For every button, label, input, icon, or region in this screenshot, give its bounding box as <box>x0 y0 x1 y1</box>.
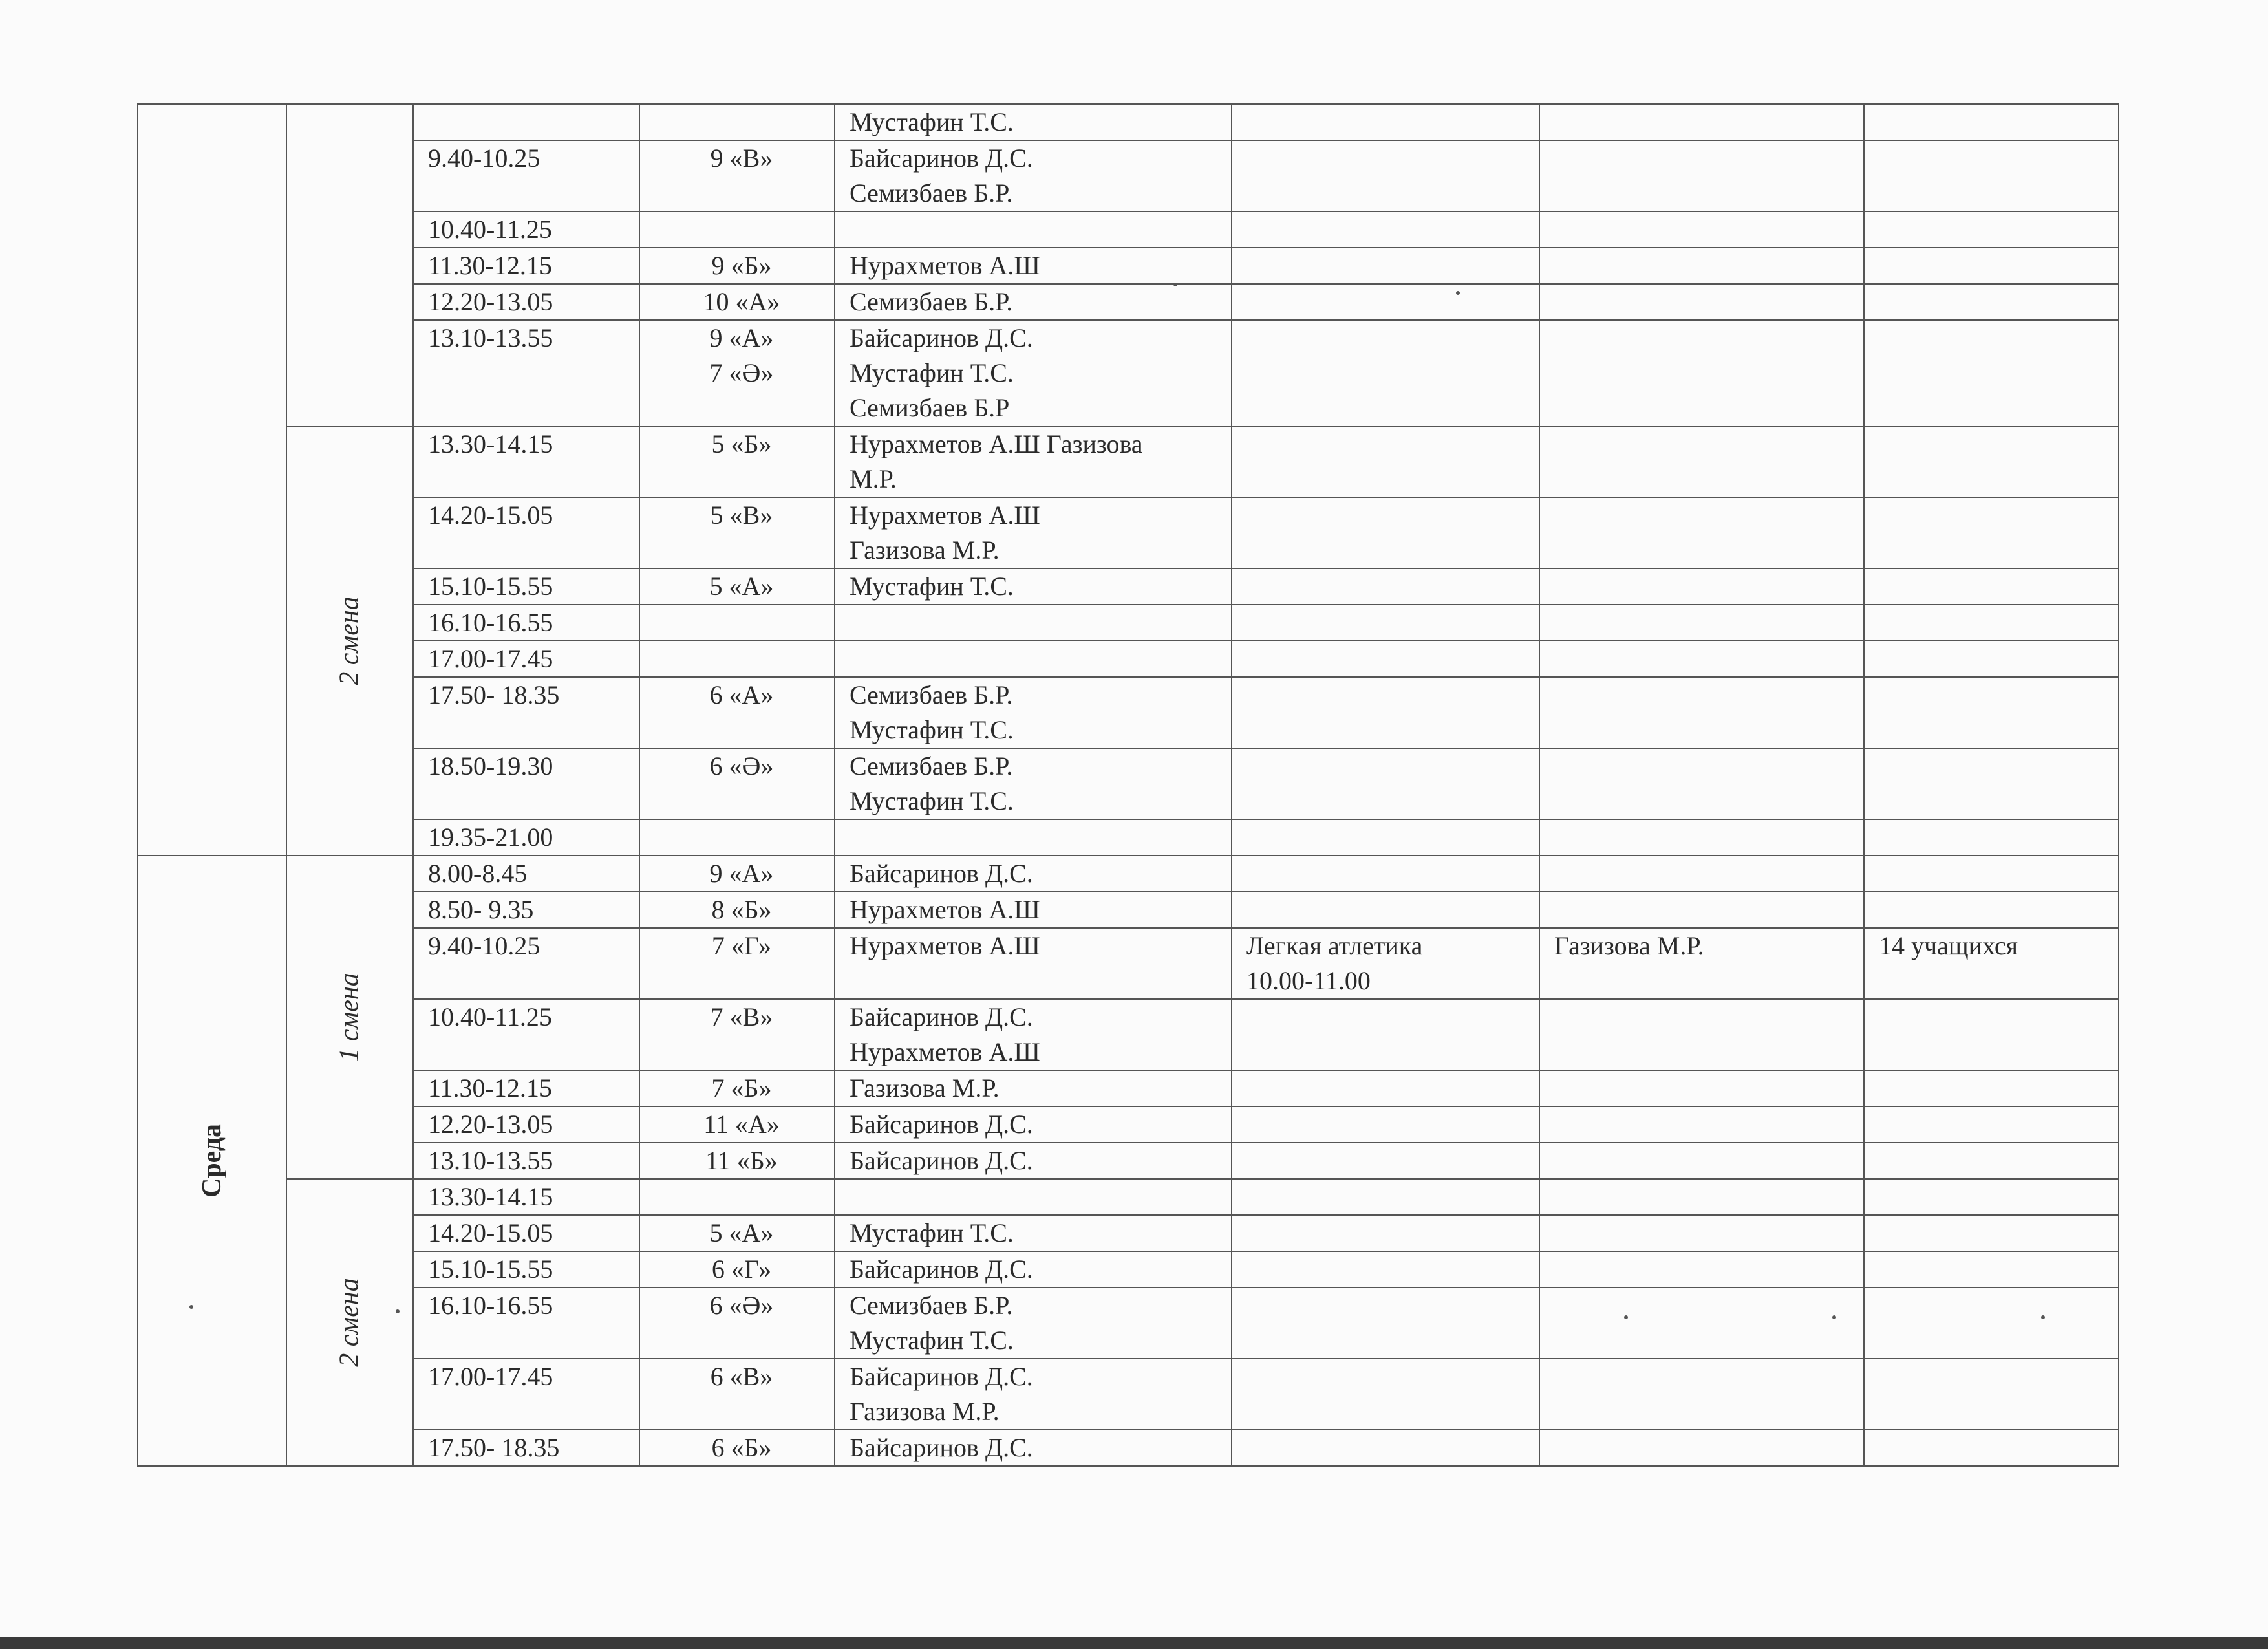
class-cell: 10 «А» <box>639 284 835 320</box>
activity-cell <box>1232 284 1539 320</box>
time-cell: 16.10-16.55 <box>413 605 639 641</box>
teacher-name: Нурахметов А.Ш <box>850 1037 1040 1066</box>
activity-cell <box>1232 248 1539 284</box>
teacher-cell <box>835 426 1232 497</box>
class-cell <box>639 641 835 677</box>
supervisor-cell <box>1539 1143 1864 1179</box>
class-cell <box>639 1179 835 1215</box>
table-row <box>138 819 2119 856</box>
supervisor-cell <box>1539 641 1864 677</box>
day-cell <box>138 104 286 856</box>
teacher-cell <box>835 641 1232 677</box>
teacher-cell <box>835 748 1232 819</box>
activity-cell <box>1232 999 1539 1070</box>
supervisor-cell <box>1539 677 1864 748</box>
shift-cell <box>286 104 413 426</box>
teacher-name: Байсаринов Д.С. <box>850 1433 1033 1462</box>
table-row <box>138 140 2119 211</box>
teacher-cell <box>835 1070 1232 1106</box>
class-cell: 9 «В» <box>639 140 835 211</box>
supervisor-cell <box>1539 1070 1864 1106</box>
teacher-cell <box>835 1288 1232 1359</box>
time-cell: 10.40-11.25 <box>413 999 639 1070</box>
supervisor-cell <box>1539 1430 1864 1466</box>
supervisor-cell <box>1539 284 1864 320</box>
activity-cell <box>1232 211 1539 248</box>
time-cell: 9.40-10.25 <box>413 928 639 999</box>
supervisor-cell <box>1539 1251 1864 1288</box>
supervisor-cell <box>1539 819 1864 856</box>
teacher-name: Байсаринов Д.С. <box>850 1002 1033 1031</box>
teacher-name: Байсаринов Д.С. <box>850 1255 1033 1284</box>
class-cell: 6 «Ә» <box>639 1288 835 1359</box>
teacher-cell <box>835 1215 1232 1251</box>
table-row <box>138 248 2119 284</box>
students-cell <box>1864 1359 2119 1430</box>
class-cell: 6 «Г» <box>639 1251 835 1288</box>
supervisor-cell <box>1539 104 1864 140</box>
activity-cell <box>1232 497 1539 568</box>
students-cell <box>1864 568 2119 605</box>
teacher-cell <box>835 211 1232 248</box>
activity-cell <box>1232 320 1539 426</box>
time-cell: 18.50-19.30 <box>413 748 639 819</box>
teacher-cell <box>835 104 1232 140</box>
time-cell: 8.00-8.45 <box>413 856 639 892</box>
teacher-name: Газизова М.Р. <box>850 1073 1000 1103</box>
shift-cell <box>286 1179 413 1466</box>
table-row <box>138 211 2119 248</box>
scan-speck <box>396 1310 400 1313</box>
activity-cell <box>1232 104 1539 140</box>
time-cell: 17.00-17.45 <box>413 641 639 677</box>
teacher-cell <box>835 819 1232 856</box>
activity-cell <box>1232 819 1539 856</box>
table-row <box>138 999 2119 1070</box>
time-cell: 12.20-13.05 <box>413 284 639 320</box>
teacher-name: Нурахметов А.Ш <box>850 931 1040 960</box>
teacher-cell <box>835 856 1232 892</box>
day-label: Среда <box>197 1123 227 1198</box>
supervisor-cell <box>1539 1215 1864 1251</box>
teacher-name: Байсаринов Д.С. <box>850 1362 1033 1391</box>
class-cell: 7 «В» <box>639 999 835 1070</box>
students-cell <box>1864 748 2119 819</box>
teacher-name: Семизбаев Б.Р. <box>850 287 1013 316</box>
class-cell: 6 «Б» <box>639 1430 835 1466</box>
time-cell: 13.30-14.15 <box>413 426 639 497</box>
table-row <box>138 641 2119 677</box>
teacher-name: Семизбаев Б.Р. <box>850 1291 1013 1320</box>
students-cell <box>1864 1430 2119 1466</box>
class-cell: 9 «А» <box>639 856 835 892</box>
scan-speck <box>1832 1315 1836 1319</box>
supervisor-cell <box>1539 999 1864 1070</box>
class-cell: 8 «Б» <box>639 892 835 928</box>
time-cell: 11.30-12.15 <box>413 248 639 284</box>
students-cell <box>1864 1143 2119 1179</box>
teacher-name: Нурахметов А.Ш Газизова <box>850 429 1143 458</box>
students-cell <box>1864 892 2119 928</box>
teacher-name: Нурахметов А.Ш <box>850 251 1040 280</box>
class-cell <box>639 104 835 140</box>
shift-label: 2 смена <box>335 596 365 685</box>
supervisor-cell <box>1539 1106 1864 1143</box>
students-cell <box>1864 641 2119 677</box>
teacher-name: Семизбаев Б.Р. <box>850 680 1013 709</box>
teacher-name: Байсаринов Д.С. <box>850 144 1033 173</box>
table-row <box>138 748 2119 819</box>
students-cell <box>1864 605 2119 641</box>
activity-cell <box>1232 1106 1539 1143</box>
teacher-cell <box>835 284 1232 320</box>
time-cell: 13.10-13.55 <box>413 320 639 426</box>
table-row <box>138 1143 2119 1179</box>
supervisor-cell <box>1539 1359 1864 1430</box>
class-cell: 6 «А» <box>639 677 835 748</box>
activity-cell <box>1232 568 1539 605</box>
table-row <box>138 1430 2119 1466</box>
class-cell: 9 «Б» <box>639 248 835 284</box>
table-row <box>138 568 2119 605</box>
class-cell: 7 «Г» <box>639 928 835 999</box>
table-row <box>138 426 2119 497</box>
teacher-cell <box>835 1359 1232 1430</box>
scan-speck <box>1456 291 1460 295</box>
activity-cell <box>1232 928 1539 999</box>
time-cell: 14.20-15.05 <box>413 497 639 568</box>
table-row <box>138 1179 2119 1215</box>
teacher-cell <box>835 140 1232 211</box>
time-cell: 15.10-15.55 <box>413 568 639 605</box>
teacher-cell <box>835 999 1232 1070</box>
time-cell: 15.10-15.55 <box>413 1251 639 1288</box>
supervisor-cell <box>1539 748 1864 819</box>
time-cell: 13.10-13.55 <box>413 1143 639 1179</box>
supervisor-cell <box>1539 1288 1864 1359</box>
class-cell: 7 «Б» <box>639 1070 835 1106</box>
activity-cell <box>1232 1251 1539 1288</box>
class-cell: 9 «А» 7 «Ә» <box>639 320 835 426</box>
supervisor-cell <box>1539 497 1864 568</box>
table-row <box>138 605 2119 641</box>
activity-cell <box>1232 677 1539 748</box>
activity-cell <box>1232 426 1539 497</box>
class-cell: 5 «В» <box>639 497 835 568</box>
teacher-name: Газизова М.Р. <box>850 535 1000 565</box>
shift-cell <box>286 856 413 1179</box>
time-cell: 9.40-10.25 <box>413 140 639 211</box>
time-cell: 19.35-21.00 <box>413 819 639 856</box>
time-cell: 10.40-11.25 <box>413 211 639 248</box>
class-cell: 6 «Ә» <box>639 748 835 819</box>
supervisor-cell <box>1539 568 1864 605</box>
teacher-cell <box>835 497 1232 568</box>
time-cell: 11.30-12.15 <box>413 1070 639 1106</box>
class-cell: 6 «В» <box>639 1359 835 1430</box>
table-row <box>138 1288 2119 1359</box>
activity-cell <box>1232 1070 1539 1106</box>
teacher-name: Байсаринов Д.С. <box>850 1110 1033 1139</box>
table-row <box>138 1359 2119 1430</box>
activity-cell <box>1232 1359 1539 1430</box>
time-cell: 17.00-17.45 <box>413 1359 639 1430</box>
time-cell: 14.20-15.05 <box>413 1215 639 1251</box>
class-cell <box>639 819 835 856</box>
supervisor-cell <box>1539 892 1864 928</box>
students-cell <box>1864 856 2119 892</box>
table-row <box>138 677 2119 748</box>
supervisor-cell <box>1539 248 1864 284</box>
teacher-name: Мустафин Т.С. <box>850 572 1014 601</box>
activity-cell <box>1232 748 1539 819</box>
table-row <box>138 284 2119 320</box>
activity-cell <box>1232 605 1539 641</box>
class-cell: 5 «Б» <box>639 426 835 497</box>
class-cell <box>639 605 835 641</box>
students-cell <box>1864 1288 2119 1359</box>
supervisor-cell: Газизова М.Р. <box>1539 928 1864 999</box>
students-cell <box>1864 104 2119 140</box>
teacher-cell <box>835 892 1232 928</box>
teacher-cell <box>835 1179 1232 1215</box>
activity-cell <box>1232 1179 1539 1215</box>
teacher-name: Мустафин Т.С. <box>850 715 1014 744</box>
table-row <box>138 1215 2119 1251</box>
table-row <box>138 320 2119 426</box>
supervisor-cell <box>1539 320 1864 426</box>
teacher-cell <box>835 605 1232 641</box>
students-cell <box>1864 677 2119 748</box>
teacher-name: Байсаринов Д.С. <box>850 859 1033 888</box>
time-cell: 13.30-14.15 <box>413 1179 639 1215</box>
activity-cell <box>1232 856 1539 892</box>
schedule-table <box>137 103 2119 1467</box>
students-cell <box>1864 1179 2119 1215</box>
class-cell: 5 «А» <box>639 1215 835 1251</box>
students-cell <box>1864 999 2119 1070</box>
table-row <box>138 856 2119 892</box>
teacher-cell <box>835 1106 1232 1143</box>
class-cell: 5 «А» <box>639 568 835 605</box>
scan-speck <box>1624 1315 1628 1319</box>
time-cell: 12.20-13.05 <box>413 1106 639 1143</box>
teacher-name: Семизбаев Б.Р. <box>850 751 1013 781</box>
supervisor-cell <box>1539 426 1864 497</box>
table-row <box>138 104 2119 140</box>
students-cell <box>1864 1070 2119 1106</box>
class-cell: 11 «Б» <box>639 1143 835 1179</box>
teacher-name: Байсаринов Д.С. <box>850 323 1033 352</box>
students-cell <box>1864 140 2119 211</box>
teacher-name: Мустафин Т.С. <box>850 1218 1014 1247</box>
teacher-name: Мустафин Т.С. <box>850 1326 1014 1355</box>
supervisor-cell <box>1539 211 1864 248</box>
students-cell <box>1864 284 2119 320</box>
time-cell: 17.50- 18.35 <box>413 677 639 748</box>
teacher-name: Нурахметов А.Ш <box>850 895 1040 924</box>
table-row <box>138 497 2119 568</box>
students-cell <box>1864 1251 2119 1288</box>
teacher-name: Семизбаев Б.Р <box>850 393 1010 422</box>
supervisor-cell <box>1539 140 1864 211</box>
activity-cell <box>1232 641 1539 677</box>
teacher-name: Газизова М.Р. <box>850 1397 1000 1426</box>
teacher-cell <box>835 1251 1232 1288</box>
scan-speck <box>1173 283 1177 286</box>
activity-cell <box>1232 1215 1539 1251</box>
scan-speck <box>189 1305 193 1309</box>
day-cell <box>138 856 286 1466</box>
activity-cell <box>1232 892 1539 928</box>
students-cell: 14 учащихся <box>1864 928 2119 999</box>
supervisor-cell <box>1539 856 1864 892</box>
class-cell <box>639 211 835 248</box>
activity-cell <box>1232 1288 1539 1359</box>
students-cell <box>1864 426 2119 497</box>
scan-edge <box>0 1637 2268 1649</box>
class-cell: 11 «А» <box>639 1106 835 1143</box>
activity-line: 10.00-11.00 <box>1246 966 1371 995</box>
teacher-name: Байсаринов Д.С. <box>850 1146 1033 1175</box>
time-cell: 16.10-16.55 <box>413 1288 639 1359</box>
activity-cell <box>1232 1430 1539 1466</box>
time-cell <box>413 104 639 140</box>
teacher-name: М.Р. <box>850 464 897 493</box>
teacher-cell <box>835 568 1232 605</box>
teacher-cell <box>835 1143 1232 1179</box>
teacher-name: Семизбаев Б.Р. <box>850 178 1013 208</box>
students-cell <box>1864 819 2119 856</box>
teacher-name: Мустафин Т.С. <box>850 358 1014 387</box>
teacher-name: Мустафин Т.С. <box>850 786 1014 815</box>
students-cell <box>1864 248 2119 284</box>
table-row <box>138 1251 2119 1288</box>
shift-cell <box>286 426 413 856</box>
scan-speck <box>2041 1315 2045 1319</box>
teacher-cell <box>835 320 1232 426</box>
activity-cell <box>1232 1143 1539 1179</box>
shift-label: 2 смена <box>335 1278 365 1367</box>
teacher-cell <box>835 928 1232 999</box>
schedule-body <box>138 104 2119 1466</box>
students-cell <box>1864 320 2119 426</box>
table-row <box>138 1070 2119 1106</box>
students-cell <box>1864 497 2119 568</box>
activity-line: Легкая атлетика <box>1246 931 1423 960</box>
students-cell <box>1864 211 2119 248</box>
table-row <box>138 928 2119 999</box>
table-row <box>138 1106 2119 1143</box>
teacher-name: Нурахметов А.Ш <box>850 501 1040 530</box>
time-cell: 8.50- 9.35 <box>413 892 639 928</box>
teacher-cell <box>835 1430 1232 1466</box>
teacher-cell <box>835 248 1232 284</box>
teacher-name: Мустафин Т.С. <box>850 107 1014 136</box>
students-cell <box>1864 1215 2119 1251</box>
supervisor-cell <box>1539 605 1864 641</box>
table-row <box>138 892 2119 928</box>
time-cell: 17.50- 18.35 <box>413 1430 639 1466</box>
students-cell <box>1864 1106 2119 1143</box>
supervisor-cell <box>1539 1179 1864 1215</box>
activity-cell <box>1232 140 1539 211</box>
shift-label: 1 смена <box>335 973 365 1062</box>
teacher-cell <box>835 677 1232 748</box>
